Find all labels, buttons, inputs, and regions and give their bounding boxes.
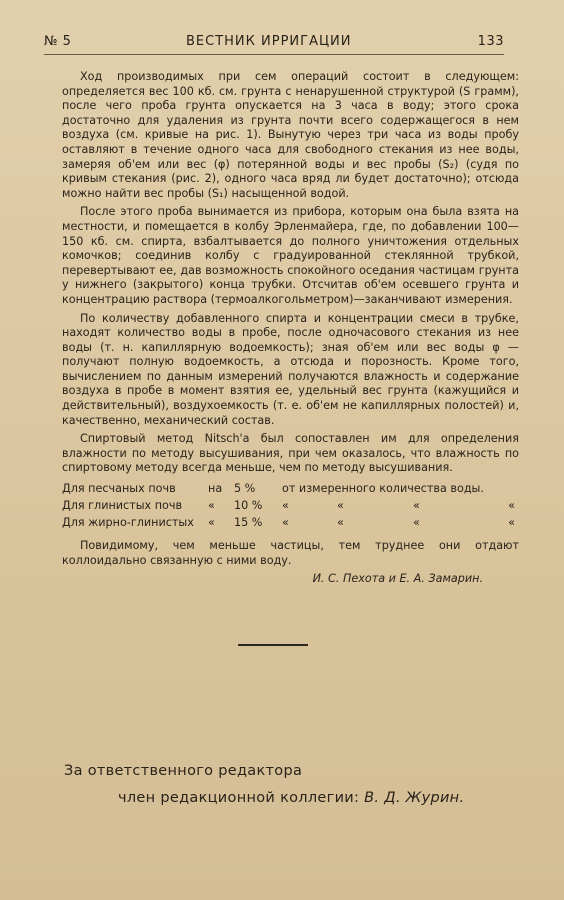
- section-divider: [238, 644, 308, 646]
- editor-role: член редакционной коллегии:: [118, 790, 360, 806]
- table-row-label: Для глинистых почв: [62, 499, 183, 513]
- ditto-mark: «: [508, 516, 515, 530]
- table-row: [62, 499, 519, 516]
- issue-number: № 5: [44, 34, 72, 49]
- article-body: [62, 70, 519, 587]
- editor-line-2: [118, 790, 464, 806]
- table-row-prep: «: [208, 516, 215, 530]
- table-row-label: Для жирно-глинистых: [62, 516, 194, 530]
- moisture-table: [62, 482, 519, 533]
- table-row-prep: «: [208, 499, 215, 513]
- table-row-value: 15 %: [234, 516, 263, 530]
- ditto-mark: «: [282, 516, 289, 530]
- ditto-mark: «: [337, 516, 344, 530]
- paragraph-calculation: По количеству добавленного спирта и концентрации смеси в трубке, находят количество воды в пробе, после одночасового стекания из нее воды (т. н. капиллярную водоемкость); зная об'ем или вес воды φ — получают полную водоемкость, а отсюда и порозность. Кроме того, вычислением по данным измерений получаются влажность и содержание воздуха в пробе в момент взятия ее, удельный вес грунта (кажущийся и действительный), воздухоемкость (т. е. об'ем не капиллярных полостей) и, качественно, механический состав.: [62, 311, 519, 427]
- ditto-mark: «: [413, 516, 420, 530]
- table-row-value: 10 %: [234, 499, 263, 513]
- header-rule: [44, 54, 504, 55]
- journal-title: ВЕСТНИК ИРРИГАЦИИ: [186, 34, 352, 49]
- ditto-mark: «: [508, 499, 515, 513]
- table-row: [62, 482, 519, 499]
- page-number: 133: [477, 34, 504, 49]
- paragraph-procedure: Ход производимых при сем операций состоит в следующем: определяется вес 100 кб. см. грунта с ненарушенной структурой (S грамм), после чего проба грунта опускается на 3 часа в воду; этого срока достаточно для удаления из грунта почти всего содержащегося в нем воздуха (см. кривые на рис. 1). Вынутую через три часа из воды пробу оставляют в течение одного часа для свободного стекания из нее воды, замеряя об'ем или вес (φ) потерянной воды и вес пробы (S₂) (судя по кривым стекания (рис. 2), одного часа вряд ли будет достаточно); отсюда можно найти вес пробы (S₁) насыщенной водой.: [62, 70, 519, 200]
- table-row-text: от измеренного количества воды.: [282, 482, 484, 496]
- author-signature: И. С. Пехота и Е. А. Замарин.: [312, 572, 483, 586]
- page-header: [44, 34, 504, 56]
- ditto-mark: «: [413, 499, 420, 513]
- paragraph-comparison: Спиртовый метод Nitsch'а был сопоставлен им для определения влажности по методу высушивания, при чем оказалось, что влажность по спиртовому методу всегда меньше, чем по методу высушивания.: [62, 432, 519, 475]
- table-row: [62, 516, 519, 533]
- table-row-value: 5 %: [234, 482, 256, 496]
- table-row-label: Для песчаных почв: [62, 482, 176, 496]
- editor-name: В. Д. Журин.: [364, 790, 465, 806]
- editor-line-1: За ответственного редактора: [64, 763, 303, 779]
- paragraph-conclusion: Повидимому, чем меньше частицы, тем труднее они отдают коллоидально связанную с ними воду.: [62, 539, 519, 567]
- table-row-prep: на: [208, 482, 223, 496]
- ditto-mark: «: [282, 499, 289, 513]
- paragraph-alcohol: После этого проба вынимается из прибора, которым она была взята на местности, и помещается в колбу Эрленмайера, где, по добавлении 100—150 кб. см. спирта, взбалтывается до полного уничтожения отдельных комочков; соединив колбу с градуированной стеклянной трубкой, перевертывают ее, дав возможность спокойного оседания частицам грунта у нижнего (закрытого) конца трубки. Отсчитав об'ем осевшего грунта и концентрацию раствора (термоалкогольметром)—заканчивают измерения.: [62, 205, 519, 306]
- ditto-mark: «: [337, 499, 344, 513]
